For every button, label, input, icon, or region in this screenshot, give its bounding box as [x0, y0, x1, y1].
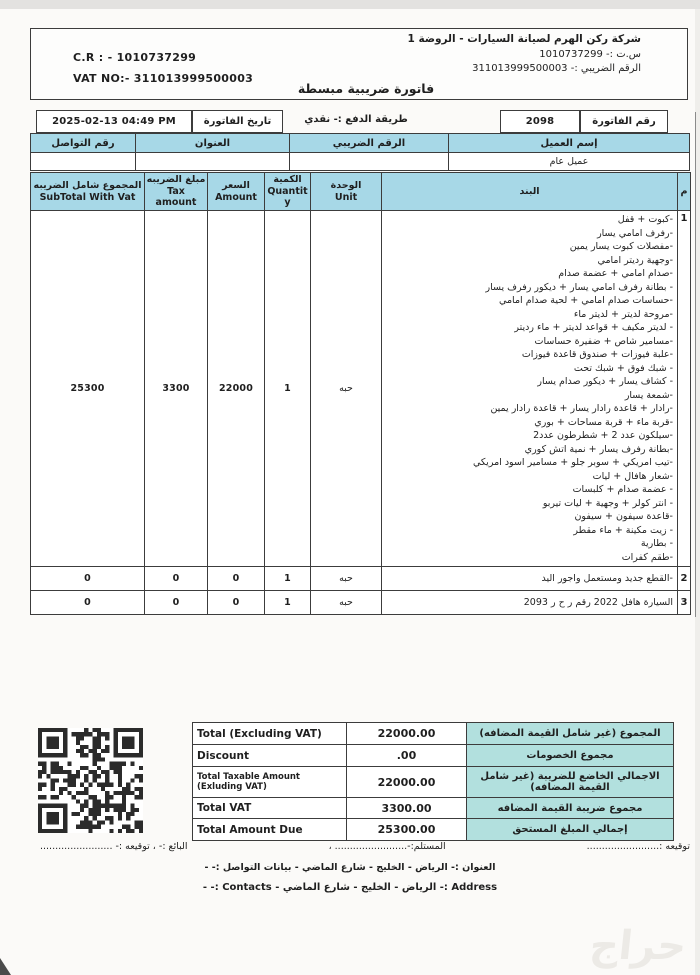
col-header-unit-ar: الوحدة [330, 180, 362, 191]
totals-row [193, 767, 674, 798]
item-line: -رادار + قاعدة رادار يسار + قاعدة رادار يمين [490, 403, 673, 414]
item-qty: 1 [265, 591, 311, 615]
item-qty: 1 [265, 567, 311, 591]
item-tax: 0 [145, 591, 208, 615]
item-description [382, 211, 678, 567]
item-line: -قربة ماء + قربة مساحات + بوري [534, 416, 673, 428]
customer-vat-header: الرقم الضريبي [290, 134, 449, 153]
item-line: -مسامير شاص + ضفيرة حساسات [534, 335, 673, 347]
totals-label-en: Total Amount Due [193, 819, 347, 841]
company-cr-ar: س.ت :- 1010737299 [539, 49, 641, 60]
item-line: -وجهية رديتر امامي [597, 254, 673, 266]
customer-contact-header: رقم التواصل [31, 134, 136, 153]
item-line: - بطانة رفرف امامي يسار + ديكور رفرف يسار [485, 281, 673, 293]
item-line: -سيلكون عدد 2 + شطرطون عدد2 [533, 430, 673, 441]
item-line: -بطانة رفرف يسار + نمية اتش كوري [524, 443, 673, 455]
col-header-tax-ar: مبلغ الضريبه [146, 174, 206, 186]
item-line: -كبوت + قفل [617, 214, 673, 225]
totals-label-ar: مجموع الخصومات [467, 745, 674, 767]
item-row-number: 1 [678, 211, 691, 567]
item-line: -صدام امامي + عضمة صدام [558, 268, 673, 279]
totals-label-en: Total Taxable Amount (Exluding VAT) [193, 767, 347, 798]
col-header-amount [208, 173, 265, 211]
totals-value: 3300.00 [347, 798, 467, 819]
item-tax: 3300 [145, 211, 208, 567]
item-line: -تيب امريكي + سوبر جلو + مسامير اسود امريكي [473, 457, 673, 468]
signature-row [40, 841, 690, 852]
totals-value: 25300.00 [347, 819, 467, 841]
item-line: -علبة فيوزات + صندوق قاعدة فيوزات [521, 349, 673, 360]
document-title: فاتورة ضريبية مبسطة [297, 81, 435, 96]
company-block [408, 33, 641, 77]
totals-value: 22000.00 [347, 723, 467, 745]
item-line: -قاعدة سيفون + سيفون [574, 511, 673, 522]
scan-edge-line [695, 112, 696, 617]
customer-table [30, 133, 690, 171]
invoice-date-value: 2025-02-13 04:49 PM [36, 110, 192, 133]
item-line: -طقم كفرات [621, 551, 673, 563]
company-name: شركة ركن الهرم لصيانة السيارات - الروضة 1 [407, 33, 641, 45]
totals-body [193, 723, 674, 841]
item-line: - زيت مكينة + ماء مقطر [573, 524, 673, 536]
invoice-date-label: تاريخ الفاتورة [192, 110, 283, 133]
item-tax: 0 [145, 567, 208, 591]
company-block-en [73, 51, 253, 93]
totals-row [193, 798, 674, 819]
item-line: -حساسات صدام امامي + لحية صدام امامي [499, 295, 673, 306]
col-header-subtotal-ar: المجموع شامل الضريبه [33, 180, 142, 191]
totals-table [192, 722, 674, 841]
item-subtotal: 0 [31, 591, 145, 615]
item-line: -شمعة يسار [624, 389, 673, 401]
totals-row [193, 723, 674, 745]
item-line: -مروحة لديتر + لديتر ماء [573, 308, 673, 320]
item-line: - عضمة صدام + كلبسات [572, 484, 673, 495]
invoice-header-box [30, 28, 688, 100]
totals-row [193, 819, 674, 841]
item-subtotal: 25300 [31, 211, 145, 567]
item-description [382, 567, 678, 591]
items-body [31, 211, 691, 615]
item-unit: حبه [311, 591, 382, 615]
payment-method: طريقة الدفع :- نقدي [304, 114, 408, 125]
invoice-number-label: رقم الفاتورة [580, 110, 668, 133]
col-header-tax-en: Tax amount [155, 185, 197, 209]
company-cr-en: C.R : - 1010737299 [73, 51, 197, 64]
item-unit: حبه [311, 567, 382, 591]
totals-label-en: Discount [193, 745, 347, 767]
col-header-amount-ar: السعر [222, 180, 250, 191]
item-line: -القطع جديد ومستعمل واجور اليد [541, 572, 673, 584]
col-header-qty-ar: الكمية [273, 174, 302, 186]
col-header-unit-en: Unit [334, 191, 358, 203]
customer-name-value: عميل عام [449, 153, 690, 171]
customer-address-header: العنوان [136, 134, 290, 153]
receiver-signature: المستلم:-........................ ، [328, 841, 446, 852]
item-row [31, 591, 691, 615]
totals-label-ar: المجموع (غير شامل القيمة المضافه) [467, 723, 674, 745]
invoice-number-value: 2098 [500, 110, 580, 133]
item-row [31, 567, 691, 591]
col-header-item: البند [382, 173, 678, 211]
company-vat-ar: الرقم الضريبي :- 311013999500003 [472, 63, 641, 74]
item-row [31, 211, 691, 567]
item-unit: حبه [311, 211, 382, 567]
col-header-qty-en: Quantity [267, 185, 308, 209]
item-line: - كشاف يسار + ديكور صدام يسار [537, 376, 673, 387]
col-header-subtotal [31, 173, 145, 211]
totals-value: 22000.00 [347, 767, 467, 798]
totals-label-ar: إجمالي المبلغ المستحق [467, 819, 674, 841]
scan-edge-top [0, 0, 700, 9]
col-header-subtotal-en: SubTotal With Vat [39, 191, 136, 203]
col-header-amount-en: Amount [215, 191, 257, 203]
scan-corner-mark [0, 958, 11, 975]
col-header-tax [145, 173, 208, 211]
totals-row [193, 745, 674, 767]
col-header-no: م [678, 173, 691, 211]
item-line: - شبك فوق + شبك تحت [573, 362, 673, 374]
customer-address-value [136, 153, 290, 171]
item-line: - بطارية [640, 538, 673, 549]
haraj-watermark: حراج [587, 923, 689, 969]
item-amount: 22000 [208, 211, 265, 567]
customer-vat-value [290, 153, 449, 171]
item-row-number: 3 [678, 591, 691, 615]
item-line: السيارة هافل 2022 رقم ر ح ر 2093 [523, 596, 673, 608]
totals-label-ar: مجموع ضريبة القيمة المضافه [467, 798, 674, 819]
totals-value: .00 [347, 745, 467, 767]
items-table [30, 172, 691, 615]
item-amount: 0 [208, 591, 265, 615]
item-line: -رفرف امامي يسار [597, 227, 673, 239]
item-qty: 1 [265, 211, 311, 567]
item-line: - انتر كولر + وجهية + ليات تيربو [542, 497, 673, 509]
item-description [382, 591, 678, 615]
item-row-number: 2 [678, 567, 691, 591]
seller-signature: البائع :- ، توقيعه :- ........................ [40, 841, 188, 852]
signature-line: توقيعه :........................ [586, 841, 690, 852]
totals-label-en: Total VAT [193, 798, 347, 819]
address-line-ar: العنوان :- الرياض - الخليج - شارع الماضي - بيانات التواصل :- - [204, 862, 496, 873]
item-subtotal: 0 [31, 567, 145, 591]
customer-name-header: إسم العميل [449, 134, 690, 153]
address-line-en: Address :- الرياض - الخليج - شارع الماضي - Contacts :- - [202, 882, 498, 893]
qr-code [38, 728, 143, 833]
item-line: - لديتر مكيف + قواعد لديتر + ماء رديتر [514, 322, 673, 333]
col-header-unit [311, 173, 382, 211]
item-line: -شعار هافال + ليات [592, 470, 673, 482]
company-vat-en: VAT NO:- 311013999500003 [73, 72, 254, 85]
col-header-qty [265, 173, 311, 211]
item-line: -مفصلات كبوت يسار يمين [569, 241, 673, 252]
totals-label-en: Total (Excluding VAT) [193, 723, 347, 745]
item-amount: 0 [208, 567, 265, 591]
customer-contact-value [31, 153, 136, 171]
totals-label-ar: الاجمالي الخاضع للضريبة (غير شامل القيمة المضافه) [467, 767, 674, 798]
